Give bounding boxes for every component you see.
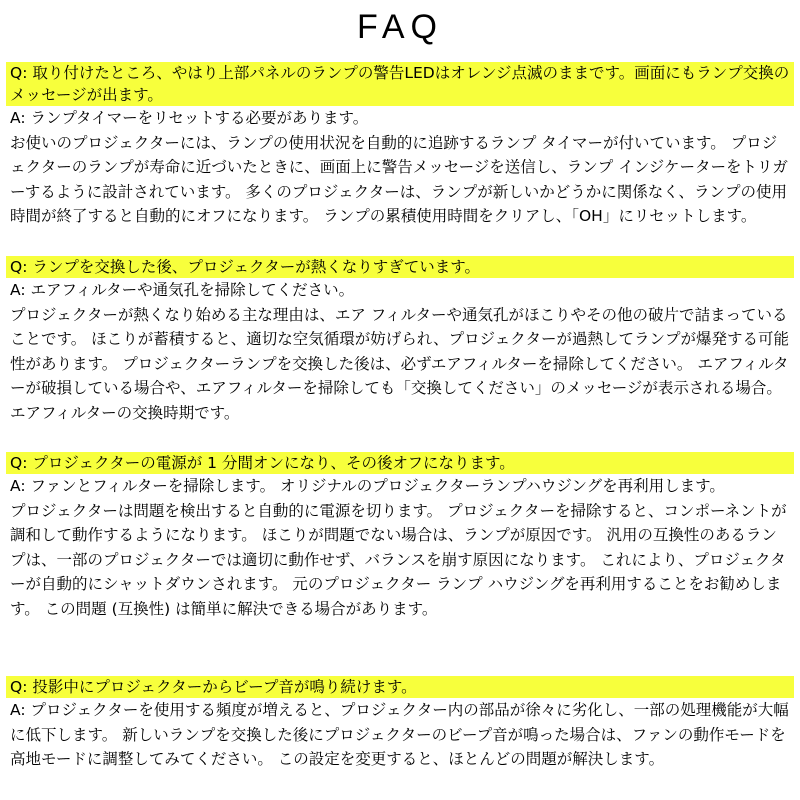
faq-item (6, 62, 794, 229)
faq-answer: A: ファンとフィルターを掃除します。 オリジナルのプロジェクターランプハウジングを再利用します。 プロジェクターは問題を検出すると自動的に電源を切ります。 プロジェクターを掃除すると、コンポーネントが調和して動作するようになります。 ほこりが問題でない場合は、ランプが原因です。 汎用の互換性のあるランプは、一部のプロジェクターでは適切に動作せず、バランスを崩す原因になります。 これにより、プロジェクターが自動的にシャットダウンされます。 元のプロジェクター ランプ ハウジングを再利用することをお勧めします。 この問題 (互換性) は簡単に解決できる場合があります。 (10, 477, 787, 618)
faq-item (6, 452, 794, 621)
faq-answer: A: プロジェクターを使用する頻度が増えると、プロジェクター内の部品が徐々に劣化し、一部の処理機能が大幅に低下します。 新しいランプを交換した後にプロジェクターのビープ音が鳴った場合は、ファンの動作モードを高地モードに調整してみてください。 この設定を変更すると、ほとんどの問題が解決します。 (10, 701, 789, 768)
faq-answer: A: エアフィルターや通気孔を掃除してください。 プロジェクターが熱くなり始める主な理由は、エア フィルターや通気孔がほこりやその他の破片で詰まっていることです。 ほこりが蓄積すると、適切な空気循環が妨げられ、プロジェクターが過熱してランプが爆発する可能性があります。 プロジェクターランプを交換した後は、必ずエアフィルターを掃除してください。 エアフィルターが破損している場合や、エアフィルターを掃除しても「交換してください」のメッセージが表示される場合。 エアフィルターの交換時期です。 (10, 281, 790, 422)
faq-item (6, 256, 794, 425)
page-title: FAQ (356, 8, 444, 46)
faq-question: Q: 投影中にプロジェクターからビープ音が鳴り続けます。 (6, 676, 794, 698)
faq-question: Q: 取り付けたところ、やはり上部パネルのランプの警告LEDはオレンジ点滅のままです。画面にもランプ交換のメッセージが出ます。 (6, 62, 794, 106)
faq-answer: A: ランプタイマーをリセットする必要があります。 お使いのプロジェクターには、ランプの使用状況を自動的に追跡するランプ タイマーが付いています。 プロジェクターのランプが寿命に近づいたときに、画面上に警告メッセージを送信し、ランプ インジケーターをトリガーするように設計されています。 多くのプロジェクターは、ランプが新しいかどうかに関係なく、ランプの使用時間が終了すると自動的にオフになります。 ランプの累積使用時間をクリアし、「OH」にリセットします。 (10, 109, 788, 225)
faq-question: Q: プロジェクターの電源が 1 分間オンになり、その後オフになります。 (6, 452, 794, 474)
faq-question: Q: ランプを交換した後、プロジェクターが熱くなりすぎています。 (6, 256, 794, 278)
faq-item (6, 676, 794, 772)
